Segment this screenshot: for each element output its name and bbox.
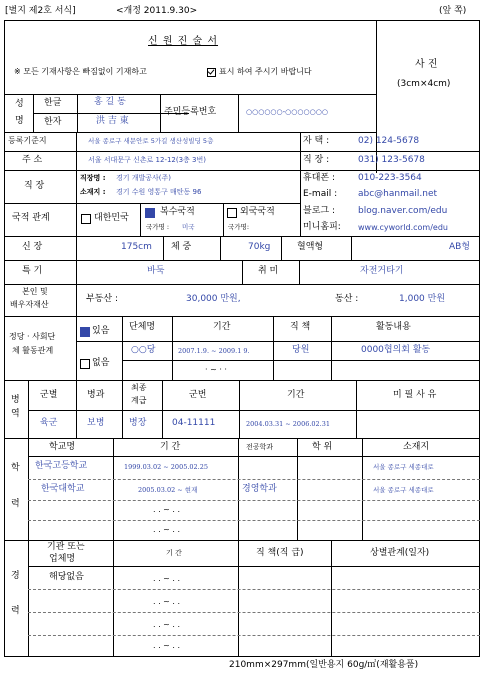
party-header-period: 기간 [213, 322, 231, 332]
party-no-checkbox[interactable] [80, 359, 90, 369]
assets-label-2: 배우자재산 [10, 300, 49, 309]
edu-row-1-location[interactable]: 서울 종로구 세종대로 [373, 463, 434, 471]
form-title: 신 원 진 술 서 [148, 36, 219, 47]
career-header-position: 직 책(직 급) [256, 548, 304, 558]
party-header-activity: 활동내용 [376, 322, 411, 332]
military-label-b: 역 [11, 409, 20, 419]
party-no-label: 없음 [92, 358, 110, 368]
paper-spec: 210mm×297mm(일반용지 60g/㎡(재활용품) [229, 660, 419, 670]
military-label-a: 병 [11, 395, 20, 405]
korean-option: 대한민국 [94, 213, 129, 223]
assets-label-1: 본인 및 [22, 287, 48, 296]
foreign-option: 외국국적 [240, 207, 275, 217]
foreign-checkbox[interactable] [227, 208, 237, 218]
revision-note: <개정 2011.9.30> [116, 6, 198, 16]
career-header-relation: 상별관계(일자) [370, 548, 430, 558]
specialty-value[interactable]: 바둑 [147, 266, 165, 276]
party-row-2-period[interactable]: · ~ · · [205, 365, 227, 374]
workplace-value[interactable]: 경기 개발공사(주) [116, 174, 172, 182]
photo-size: (3cm×4cm) [397, 79, 451, 89]
address-label: 주 소 [22, 155, 43, 165]
notice-text-1: ※ 모든 기재사항은 빠짐없이 기재하고 [14, 67, 147, 76]
party-row-1-position[interactable]: 당원 [292, 345, 310, 355]
dual-country-label: 국가명 : [146, 223, 170, 231]
military-arm[interactable]: 보병 [87, 418, 105, 428]
party-yes-checkbox[interactable] [80, 327, 90, 337]
party-row-1-activity[interactable]: 0000협의회 활동 [361, 345, 431, 355]
movable-label: 동산 : [335, 294, 359, 304]
rrn-label: 주민등록번호 [164, 107, 217, 117]
education-label-a: 학 [11, 463, 20, 473]
hanja-name[interactable]: 洪 吉 東 [96, 116, 129, 126]
party-header-position: 직 책 [290, 322, 311, 332]
work-phone-value[interactable]: 031) 123-5678 [358, 155, 425, 165]
edu-row-2-location[interactable]: 서울 종로구 세종대로 [373, 486, 434, 494]
military-header-reason: 미 필 사 유 [393, 390, 437, 400]
blog-value[interactable]: blog.naver.com/edu [358, 206, 448, 216]
career-row-1-period[interactable]: . . ~ . . [153, 574, 181, 583]
edu-row-2-period[interactable]: 2005.03.02 ~ 현재 [138, 486, 198, 494]
weight-value[interactable]: 70kg [248, 242, 271, 252]
hangul-name[interactable]: 홍 길 동 [94, 97, 126, 107]
homepage-value[interactable]: www.cyworld.com/edu [358, 223, 448, 232]
career-row-4-period[interactable]: . . ~ . . [153, 641, 181, 650]
home-phone-label: 자 택 : [303, 136, 330, 146]
specialty-label: 특 기 [22, 266, 43, 276]
blog-label: 블로그 : [303, 206, 335, 216]
blood-label: 혈액형 [297, 242, 324, 252]
military-header-rank-a: 최종 [131, 383, 147, 392]
edu-row-2-school[interactable]: 한국대학교 [41, 484, 85, 494]
military-header-arm: 병과 [87, 390, 105, 400]
education-header-location: 소재지 [403, 442, 430, 452]
name-label-a: 성 [15, 99, 24, 109]
career-row-3-period[interactable]: . . ~ . . [153, 620, 181, 629]
realty-label: 부동산 : [86, 294, 118, 304]
career-row-1-org[interactable]: 해당없음 [49, 572, 84, 582]
registry-label: 등록기준지 [8, 136, 47, 145]
address-value[interactable]: 서울 서대문구 신촌로 12-12(3층 3번) [88, 156, 206, 164]
notice-text-2: 표시 하여 주시기 바랍니다 [219, 67, 312, 76]
edu-row-1-period[interactable]: 1999.03.02 ~ 2005.02.25 [124, 463, 209, 471]
nationality-label: 국적 관계 [12, 213, 50, 223]
career-header-org-2: 업체명 [49, 554, 76, 564]
education-header-degree: 학 위 [312, 442, 333, 452]
blood-value[interactable]: AB형 [449, 242, 471, 252]
foreign-country-label: 국가명: [228, 223, 250, 231]
location-label: 소재지 : [80, 188, 106, 196]
homepage-label: 미니홈피: [303, 222, 341, 232]
email-label: E-mail : [303, 189, 338, 199]
military-branch[interactable]: 육군 [40, 418, 58, 428]
education-header-school: 학교명 [49, 442, 76, 452]
military-rank[interactable]: 병장 [129, 418, 147, 428]
edu-row-2-major[interactable]: 경영학과 [242, 484, 277, 494]
career-label-b: 력 [11, 606, 20, 616]
work-phone-label: 직 장 : [303, 155, 330, 165]
hanja-label: 한자 [44, 117, 62, 127]
career-header-org-1: 기관 또는 [47, 542, 85, 552]
party-row-1-period[interactable]: 2007.1.9. ~ 2009.1 9. [178, 347, 250, 355]
form-id: [별지 제2호 서식] [5, 6, 76, 16]
hangul-label: 한글 [44, 98, 62, 108]
photo-label: 사 진 [415, 59, 438, 70]
hobby-value[interactable]: 자전거타기 [360, 266, 404, 276]
party-label-2: 체 활동관계 [12, 346, 54, 355]
military-period[interactable]: 2004.03.31 ~ 2006.02.31 [246, 420, 331, 428]
check-mark-icon [207, 68, 216, 77]
career-row-2-period[interactable]: . . ~ . . [153, 597, 181, 606]
career-header-period: 기 간 [166, 549, 182, 557]
korean-checkbox[interactable] [81, 214, 91, 224]
military-header-period: 기간 [287, 390, 305, 400]
hobby-label: 취 미 [258, 266, 279, 276]
edu-row-3-period[interactable]: . . ~ . . [153, 505, 181, 514]
dual-checkbox[interactable] [145, 208, 155, 218]
military-header-number: 군번 [189, 390, 207, 400]
dual-country-value[interactable]: 미국 [182, 223, 195, 231]
movable-value[interactable]: 1,000 만원 [399, 294, 446, 304]
mobile-value[interactable]: 010-223-3564 [358, 173, 422, 183]
registry-value[interactable]: 서울 종로구 새문안로 5가길 생산성빌딩 5층 [88, 137, 214, 145]
email-value[interactable]: abc@hanmail.net [358, 189, 438, 199]
height-value[interactable]: 175cm [121, 242, 152, 252]
military-header-branch: 군별 [40, 390, 58, 400]
realty-value[interactable]: 30,000 만원, [186, 294, 241, 304]
weight-label: 체 중 [171, 242, 192, 252]
party-row-1-org[interactable]: ○○당 [131, 345, 156, 355]
height-label: 신 장 [22, 242, 43, 252]
party-yes-label: 있음 [92, 326, 110, 336]
mobile-label: 휴대폰 : [303, 173, 335, 183]
party-label-1: 정당 · 사회단 [9, 332, 56, 341]
job-label: 직 장 [24, 181, 45, 191]
military-number[interactable]: 04-11111 [172, 418, 216, 428]
name-label-b: 명 [15, 116, 24, 126]
page-side: (앞 쪽) [439, 6, 467, 16]
location-value[interactable]: 경기 수원 영통구 매탄동 96 [116, 188, 202, 196]
workplace-label: 직장명 : [80, 174, 106, 182]
military-header-rank-b: 계급 [131, 396, 147, 405]
edu-row-4-period[interactable]: . . ~ . . [153, 525, 181, 534]
rrn-value[interactable]: ○○○○○○-○○○○○○○ [246, 108, 328, 116]
education-header-major: 전공학과 [246, 443, 274, 451]
home-phone-value[interactable]: 02) 124-5678 [358, 136, 420, 146]
edu-row-1-school[interactable]: 한국고등학교 [35, 461, 88, 471]
party-header-org: 단체명 [129, 322, 156, 332]
education-label-b: 력 [11, 499, 20, 509]
education-header-period: 기 간 [160, 442, 181, 452]
career-label-a: 경 [11, 571, 20, 581]
dual-option: 복수국적 [160, 207, 195, 217]
